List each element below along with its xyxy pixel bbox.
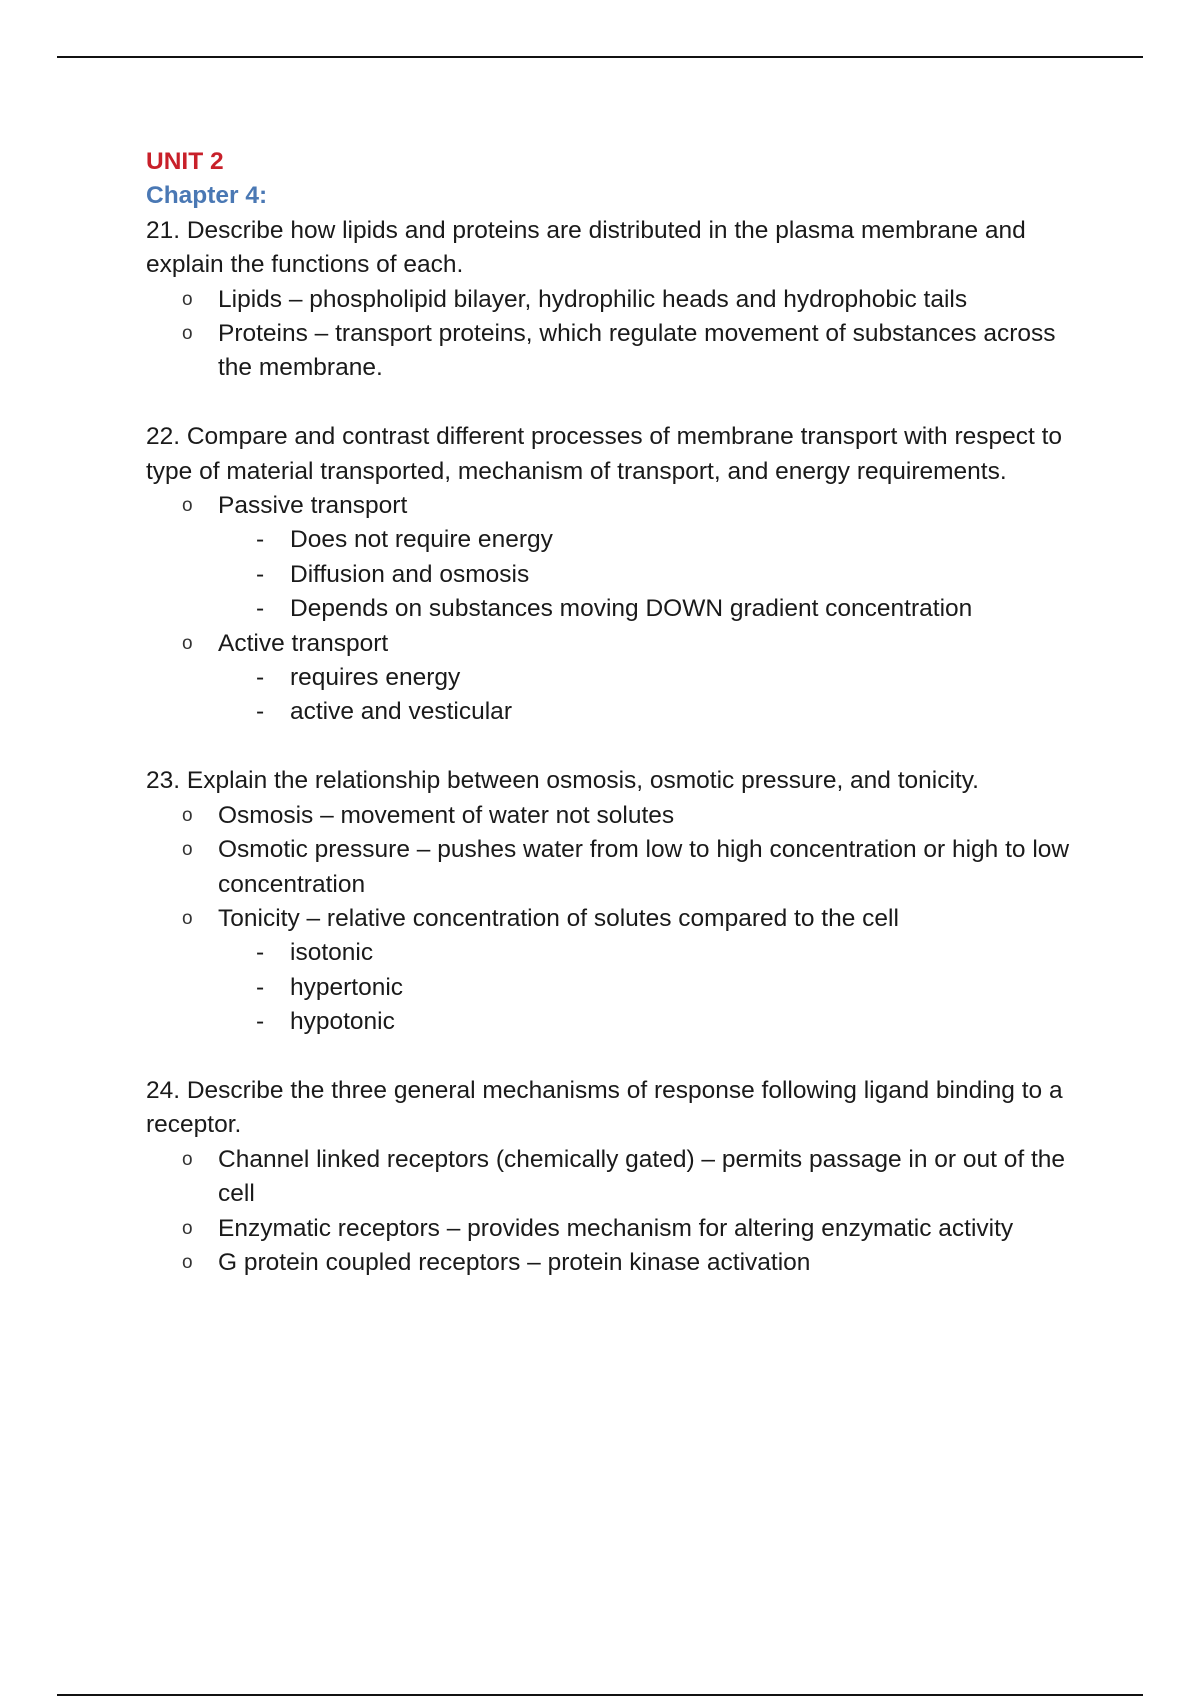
- sub-item-text: requires energy: [290, 664, 461, 692]
- answer-item: [182, 627, 1096, 730]
- circle-bullet-icon: o: [182, 907, 193, 929]
- answer-text: Channel linked receptors (chemically gated) – permits passage in or out of the cell: [218, 1145, 1066, 1208]
- answer-item: [182, 1143, 1096, 1212]
- answer-list: [146, 799, 1096, 1040]
- sub-item: [256, 523, 1096, 557]
- answer-item: [182, 317, 1096, 386]
- answer-text: Passive transport: [218, 492, 408, 520]
- answer-list: [146, 1143, 1096, 1281]
- sub-item: [256, 661, 1096, 695]
- answer-item: [182, 1212, 1096, 1246]
- question-section: [146, 214, 1096, 386]
- sub-item-text: isotonic: [290, 939, 374, 967]
- answer-text: Tonicity – relative concentration of solutes compared to the cell: [218, 904, 899, 932]
- question-section: [146, 420, 1096, 730]
- answer-list: [146, 489, 1096, 730]
- dash-bullet-icon: -: [256, 939, 265, 967]
- question-text: 23. Explain the relationship between osmosis, osmotic pressure, and tonicity.: [146, 767, 979, 795]
- circle-bullet-icon: o: [182, 804, 193, 826]
- sub-item-text: Diffusion and osmosis: [290, 560, 530, 588]
- question-text: 24. Describe the three general mechanisms of response following ligand binding to a receptor.: [146, 1076, 1063, 1139]
- answer-text: Enzymatic receptors – provides mechanism for altering enzymatic activity: [218, 1214, 1014, 1242]
- answer-text: Osmotic pressure – pushes water from low to high concentration or high to low concentration: [218, 836, 1070, 898]
- sub-item: [256, 1005, 1096, 1039]
- chapter-heading: Chapter 4:: [146, 182, 268, 210]
- answer-text: Proteins – transport proteins, which regulate movement of substances across the membrane.: [218, 320, 1056, 382]
- dash-bullet-icon: -: [256, 595, 265, 623]
- footer-rule: [57, 1694, 1143, 1696]
- sub-list: [218, 661, 1096, 730]
- answer-text: G protein coupled receptors – protein kinase activation: [218, 1248, 811, 1276]
- sub-item-text: hypotonic: [290, 1008, 395, 1036]
- circle-bullet-icon: o: [182, 495, 193, 517]
- sub-item: [256, 558, 1096, 592]
- question-text: 22. Compare and contrast different processes of membrane transport with respect to type of material transported, mechanism of transport, and energy requirements.: [146, 423, 1063, 485]
- sub-list: [218, 523, 1096, 626]
- header-rule: [57, 56, 1143, 58]
- document-body: [146, 145, 1096, 1280]
- answer-text: Active transport: [218, 629, 389, 657]
- circle-bullet-icon: o: [182, 632, 193, 654]
- answer-item: [182, 799, 1096, 833]
- dash-bullet-icon: -: [256, 1008, 265, 1036]
- answer-item: [182, 1246, 1096, 1280]
- answer-item: [182, 489, 1096, 627]
- circle-bullet-icon: o: [182, 1148, 193, 1170]
- dash-bullet-icon: -: [256, 698, 265, 726]
- sub-item-text: Does not require energy: [290, 526, 553, 554]
- answer-text: Osmosis – movement of water not solutes: [218, 801, 675, 829]
- answer-item: [182, 833, 1096, 902]
- question-section: [146, 764, 1096, 1039]
- dash-bullet-icon: -: [256, 526, 265, 554]
- answer-list: [146, 283, 1096, 386]
- circle-bullet-icon: o: [182, 323, 193, 345]
- unit-heading: UNIT 2: [146, 148, 224, 175]
- answer-item: [182, 283, 1096, 317]
- dash-bullet-icon: -: [256, 560, 265, 588]
- question-text: 21. Describe how lipids and proteins are distributed in the plasma membrane and explain the functions of each.: [146, 216, 1026, 279]
- circle-bullet-icon: o: [182, 839, 193, 861]
- sub-item: [256, 695, 1096, 729]
- circle-bullet-icon: o: [182, 1217, 193, 1239]
- dash-bullet-icon: -: [256, 664, 265, 692]
- circle-bullet-icon: o: [182, 1251, 193, 1273]
- sub-item: [256, 936, 1096, 970]
- sub-item-text: Depends on substances moving DOWN gradient concentration: [290, 595, 973, 623]
- sub-item: [256, 971, 1096, 1005]
- sub-list: [218, 936, 1096, 1039]
- dash-bullet-icon: -: [256, 973, 265, 1001]
- answer-text: Lipids – phospholipid bilayer, hydrophilic heads and hydrophobic tails: [218, 285, 968, 313]
- sub-item-text: active and vesticular: [290, 698, 512, 726]
- question-section: [146, 1074, 1096, 1280]
- circle-bullet-icon: o: [182, 288, 193, 310]
- answer-item: [182, 902, 1096, 1040]
- sub-item: [256, 592, 1096, 626]
- sub-item-text: hypertonic: [290, 973, 404, 1001]
